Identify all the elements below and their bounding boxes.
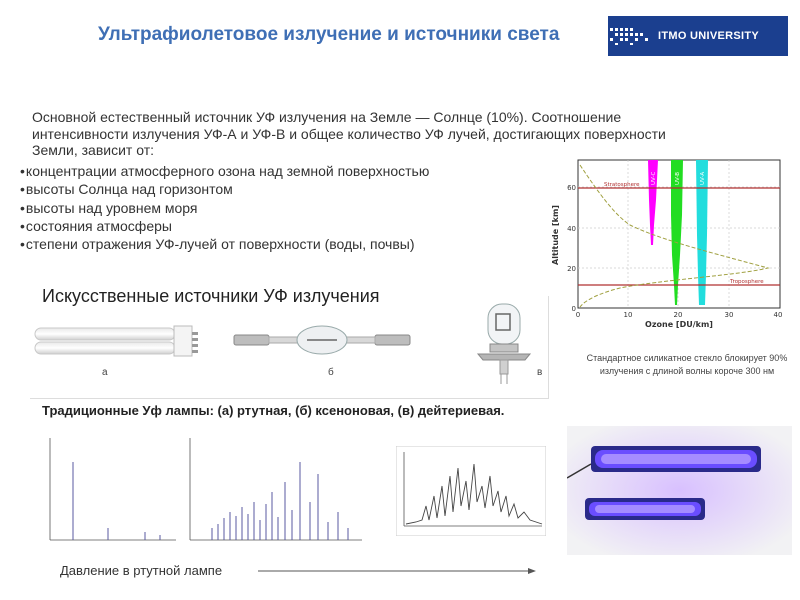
artificial-heading: Искусственные источники УФ излучения — [42, 286, 380, 306]
uv-c-label: UV-C — [651, 171, 657, 185]
y-axis-label: Altitude [km] — [551, 205, 560, 265]
low-pressure-spectrum — [40, 432, 180, 550]
factor-item: • высоты над уровнем моря — [20, 199, 429, 217]
x-tick-label: 30 — [724, 311, 734, 319]
mercury-lamp-image — [30, 318, 205, 378]
lamp-label-c: в — [537, 367, 543, 378]
x-tick-label: 20 — [673, 311, 683, 319]
deuterium-lamp-image — [470, 298, 543, 388]
factor-item: • степени отражения УФ-лучей от поверхности (воды, почвы) — [20, 235, 429, 253]
factor-item: • состояния атмосферы — [20, 217, 429, 235]
logo-text: ITMO UNIVERSITY — [658, 30, 760, 42]
y-tick-label: 60 — [567, 184, 576, 192]
intro-paragraph: Основной естественный источник УФ излучения на Земле — Солнце (10%). Соотношение интенсивности излучения УФ-А и УФ-В и общее количество УФ лучей, достигающих поверхности Земли, зависит от: — [32, 109, 666, 158]
x-tick-label: 0 — [575, 311, 581, 319]
pressure-arrow — [258, 565, 538, 577]
x-axis-label: Ozone [DU/km] — [645, 320, 713, 329]
logo-dots-icon — [608, 25, 650, 47]
glass-caption: Стандартное силикатное стекло блокирует 90% излучения с длиной волны короче 300 нм — [586, 353, 788, 376]
factor-list — [20, 162, 429, 253]
itmo-logo — [608, 16, 788, 56]
lamp-label-a: а — [102, 367, 108, 378]
blacklight-photo — [567, 426, 792, 555]
xenon-spectrum — [396, 446, 546, 536]
x-tick-label: 10 — [623, 311, 633, 319]
ozone-altitude-chart — [540, 155, 790, 330]
y-tick-label: 40 — [567, 225, 576, 233]
high-pressure-spectrum — [182, 432, 366, 550]
troposphere-label: Troposphere — [730, 279, 764, 285]
y-tick-label: 20 — [567, 265, 576, 273]
factor-item: • концентрации атмосферного озона над земной поверхностью — [20, 162, 429, 180]
lamp-label-b: б — [328, 367, 334, 378]
xenon-lamp-image — [232, 320, 412, 360]
x-tick-label: 40 — [773, 311, 783, 319]
stratosphere-label: Stratosphere — [604, 182, 640, 188]
factor-item: • высоты Солнца над горизонтом — [20, 180, 429, 198]
uv-a-label: UV-A — [700, 171, 706, 185]
uv-b-label: UV-B — [675, 171, 681, 185]
y-tick-label: 0 — [571, 305, 576, 313]
slide-title: Ультрафиолетовое излучение и источники света — [98, 24, 560, 45]
pressure-label: Давление в ртутной лампе — [60, 563, 223, 578]
lamps-caption: Традиционные Уф лампы: (а) ртутная, (б) ксеноновая, (в) дейтериевая. — [42, 403, 505, 418]
